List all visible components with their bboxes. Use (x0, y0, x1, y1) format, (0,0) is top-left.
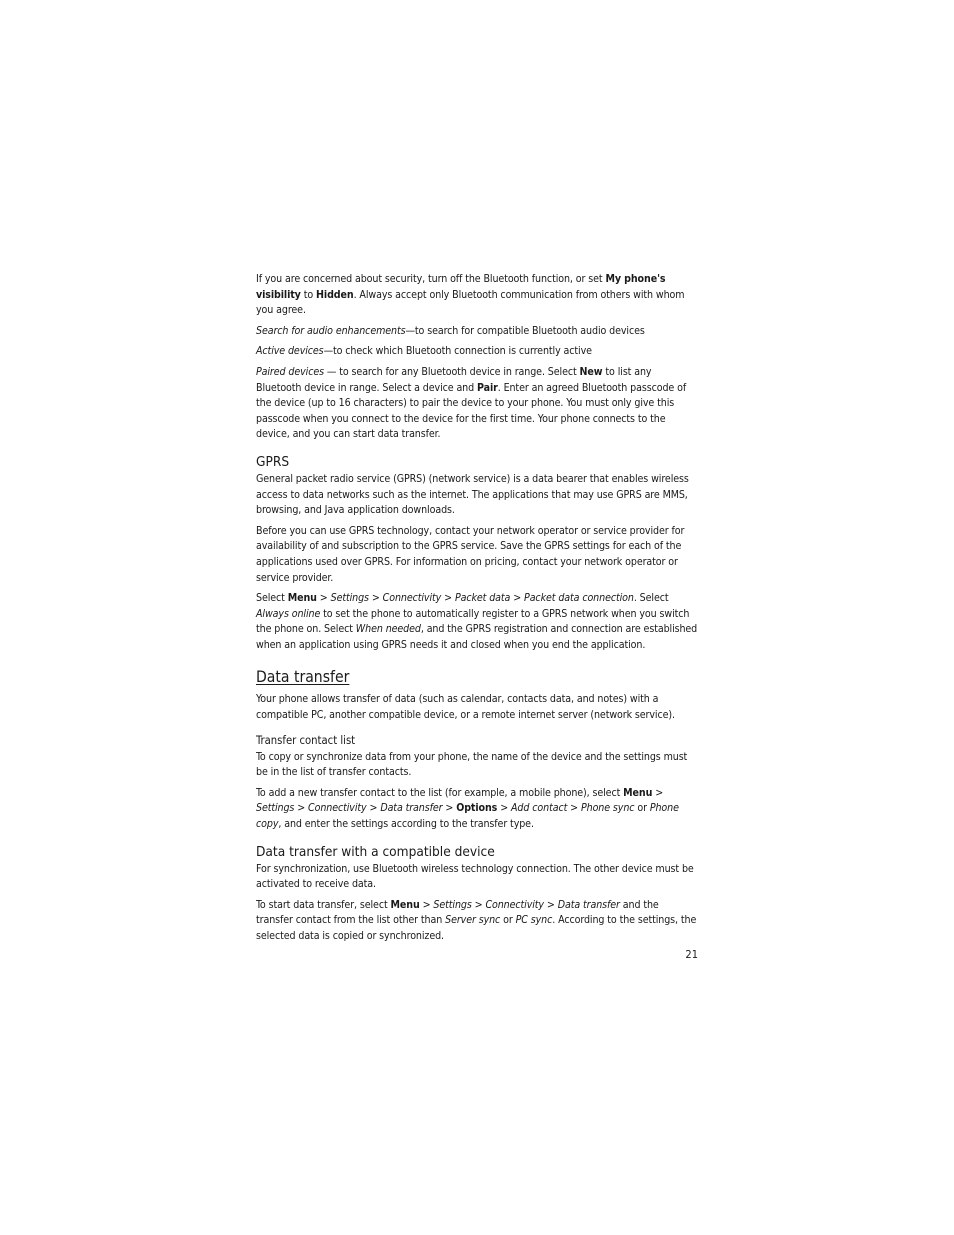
page-number: 21 (685, 948, 698, 961)
option-packet-data-connection: Packet data connection (524, 592, 634, 605)
text-run: and the transfer contact from the list other than (256, 898, 659, 927)
text-run: , and the GPRS registration and connection are established when an application using GPRS needs it and closed when you end the application. (256, 623, 698, 651)
text-run: . Always accept only Bluetooth communication from others with whom you agree. (256, 288, 685, 317)
option-connectivity: Connectivity (382, 592, 442, 605)
option-settings: Settings (256, 802, 295, 815)
security-paragraph (256, 272, 698, 319)
paired-devices-paragraph (256, 365, 698, 443)
data-transfer-paragraph-1: Your phone allows transfer of data (such as calendar, contacts data, and notes) with a compatible PC, another compatible device, or a remote internet server (network service). (256, 693, 675, 722)
text-run: > (441, 592, 455, 605)
gprs-paragraph-3 (256, 591, 698, 653)
text-run: to (300, 288, 317, 301)
menu-option-hidden: Hidden (316, 288, 354, 301)
text-run: > (419, 898, 434, 911)
text-run: > (510, 592, 525, 605)
gprs-paragraph-1: General packet radio service (GPRS) (network service) is a data bearer that enables wireless access to data networks such as the internet. The applications that may use GPRS are MMS, browsing, and Java application downloads. (256, 472, 689, 517)
compatible-device-heading: Data transfer with a compatible device (256, 843, 495, 860)
text-run: To start data transfer, select (256, 898, 391, 911)
gprs-heading: GPRS (256, 453, 290, 470)
text-run: > (316, 592, 331, 605)
option-active-devices: Active devices (256, 345, 324, 358)
option-always-online: Always online (256, 607, 321, 620)
menu-option-new: New (579, 365, 603, 378)
text-run: —to search for compatible Bluetooth audio devices (405, 324, 645, 337)
text-run: Select (256, 592, 288, 605)
option-connectivity: Connectivity (308, 802, 367, 815)
text-run: > (497, 802, 512, 815)
text-run: . Select (633, 592, 669, 605)
data-transfer-paragraph-2: To copy or synchronize data from your phone, the name of the device and the settings must be in the list of transfer contacts. (256, 750, 688, 779)
text-run: , and enter the settings according to the transfer type. (278, 818, 534, 831)
text-run: > (567, 802, 581, 815)
compatible-paragraph-1: For synchronization, use Bluetooth wireless technology connection. The other device must be activated to receive data. (256, 862, 694, 891)
text-run: > (442, 802, 457, 815)
text-run: — to search for any Bluetooth device in range. Select (323, 365, 580, 378)
active-devices-paragraph (256, 344, 698, 360)
text-run: > (652, 786, 664, 799)
text-run: To add a new transfer contact to the list (for example, a mobile phone), select (256, 786, 624, 799)
data-transfer-heading: Data transfer (256, 668, 350, 687)
text-run: > (368, 592, 383, 605)
option-when-needed: When needed (355, 623, 421, 636)
option-phone-copy: Phone copy (256, 802, 679, 831)
gprs-paragraph-2: Before you can use GPRS technology, contact your network operator or service provider for availability of and subscription to the GPRS service. Save the GPRS settings for each of the applications used over GPRS. For information on pricing, contact your network operator or service provider. (256, 524, 685, 584)
text-run: to list any Bluetooth device in range. Select a device and (256, 365, 652, 394)
option-settings: Settings (330, 592, 369, 605)
text-run: . According to the settings, the selected data is copied or synchronized. (256, 914, 697, 942)
option-data-transfer: Data transfer (557, 898, 620, 911)
text-run: > (543, 898, 558, 911)
option-phone-sync: Phone sync (580, 802, 635, 815)
option-data-transfer: Data transfer (380, 802, 443, 815)
menu-option-menu: Menu (390, 898, 420, 911)
option-packet-data: Packet data (454, 592, 511, 605)
text-run: > (366, 802, 381, 815)
option-settings: Settings (433, 898, 472, 911)
menu-option-options: Options (456, 802, 498, 815)
option-server-sync: Server sync (445, 914, 501, 927)
text-run: or (500, 914, 516, 927)
option-pc-sync: PC sync (515, 914, 553, 927)
menu-option-menu: Menu (623, 786, 653, 799)
option-paired-devices: Paired devices (256, 365, 324, 378)
option-add-contact: Add contact (511, 802, 568, 815)
text-run: > (294, 802, 309, 815)
text-run: If you are concerned about security, turn off the Bluetooth function, or set (256, 273, 606, 285)
data-transfer-paragraph-3 (256, 786, 698, 833)
search-audio-paragraph (256, 324, 698, 340)
menu-option-menu: Menu (287, 592, 317, 605)
transfer-contact-list-subheading: Transfer contact list (256, 733, 356, 747)
menu-option-my-phones-visibility: My phone's visibility (256, 273, 666, 301)
manual-page (256, 272, 698, 950)
option-search-audio: Search for audio enhancements (256, 324, 406, 337)
text-run: . Enter an agreed Bluetooth passcode of the device (up to 16 characters) to pair the device to your phone. You must only give this passcode when you connect to the device for the first time. Your phone connects to the device, and you can start data transfer. (256, 381, 687, 441)
compatible-paragraph-2 (256, 898, 698, 945)
text-run: to set the phone to automatically register to a GPRS network when you switch the phone on. Select (256, 607, 690, 636)
text-run: —to check which Bluetooth connection is currently active (323, 345, 592, 358)
text-run: or (634, 802, 650, 815)
menu-option-pair: Pair (477, 381, 498, 394)
option-connectivity: Connectivity (485, 898, 544, 911)
text-run: > (471, 898, 486, 911)
